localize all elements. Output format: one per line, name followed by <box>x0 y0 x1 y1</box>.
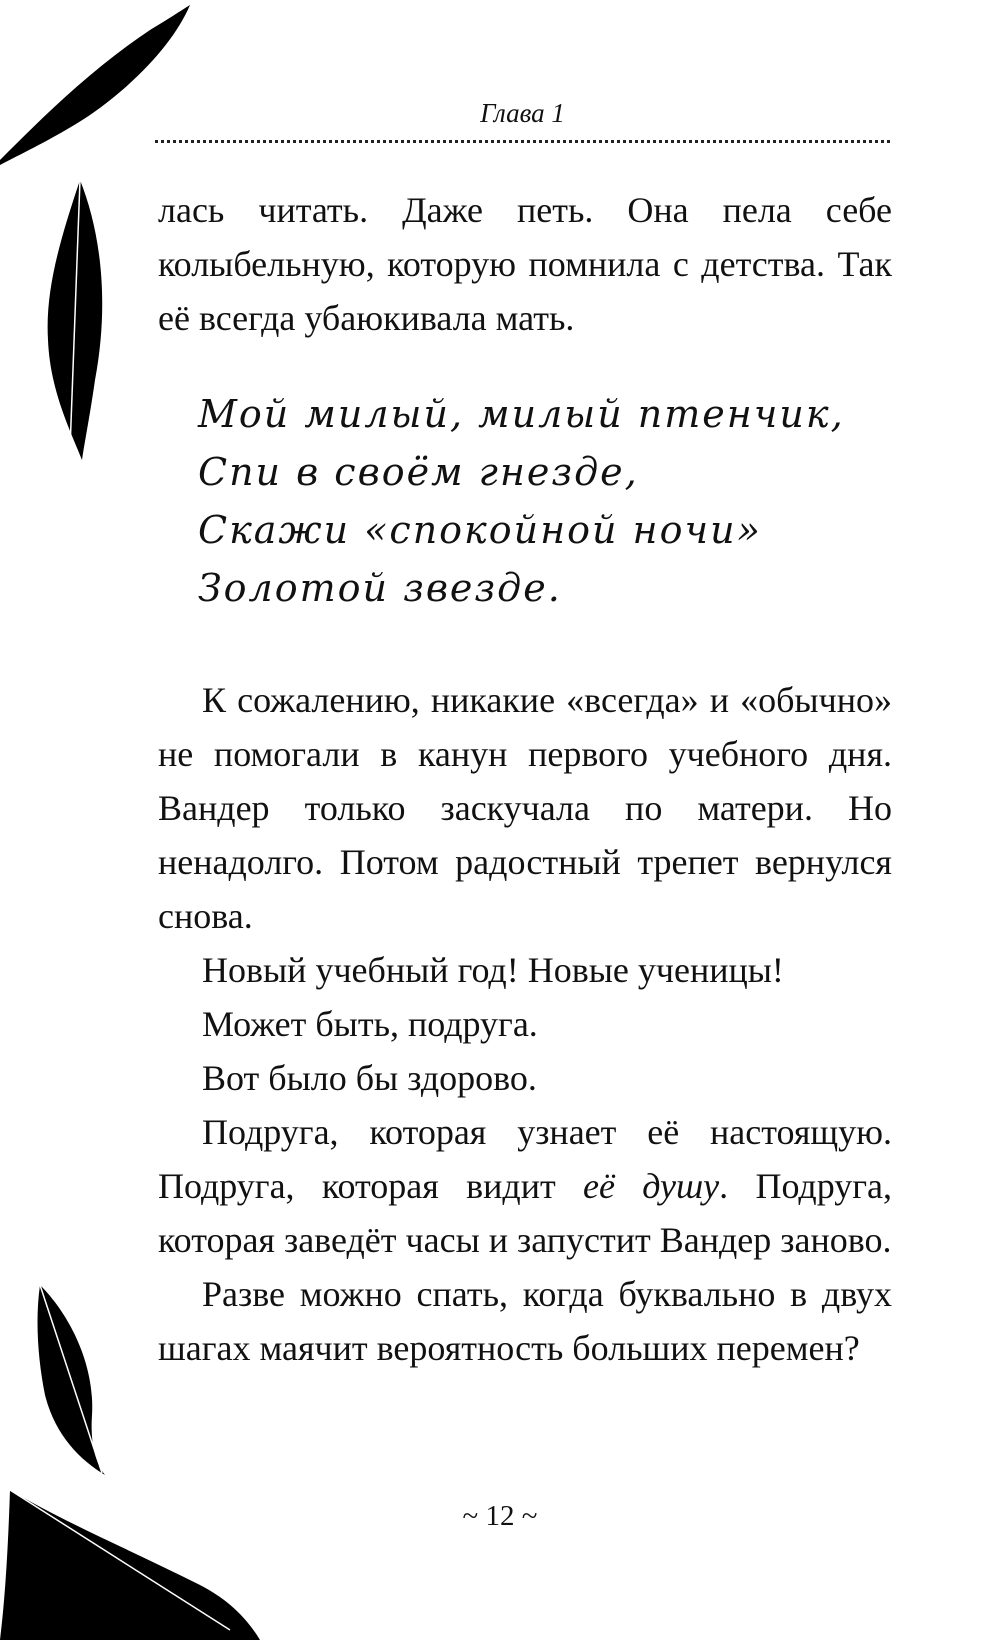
paragraph-text: . Подруга, которая заведёт часы и запустит Вандер заново. <box>158 1166 893 1260</box>
dotted-rule <box>155 140 890 143</box>
page-number: ~ 12 ~ <box>462 1500 538 1532</box>
running-head: Глава 1 <box>480 98 565 128</box>
feather-icon <box>30 1285 110 1475</box>
feather-icon <box>40 180 110 460</box>
feather-icon <box>0 0 190 170</box>
poem-line: Золотой звезде. <box>198 566 562 610</box>
paragraph: Разве можно спать, когда буквально в двух шагах маячит вероятность больших перемен? <box>158 1274 892 1368</box>
paragraph: Может быть, подруга. <box>202 1004 538 1044</box>
paragraph: Новый учебный год! Новые ученицы! <box>202 950 784 990</box>
paragraph: лась читать. Даже петь. Она пела себе колыбельную, которую помнила с детства. Так её всегда убаюкивала мать. <box>158 190 892 338</box>
paragraph: Вот было бы здорово. <box>202 1058 537 1098</box>
poem <box>198 385 892 617</box>
paragraph <box>158 1105 892 1267</box>
poem-line: Скажи «спокойной ночи» <box>198 508 762 552</box>
poem-line: Мой милый, милый птенчик, <box>198 392 845 436</box>
paragraph-text: Подруга, которая узнает её настоящую. Подруга, которая видит <box>158 1112 892 1206</box>
poem-line: Спи в своём гнезде, <box>198 450 639 494</box>
emphasis: её душу <box>583 1166 720 1206</box>
paragraph: К сожалению, никакие «всегда» и «обычно» не помогали в канун первого учебного дня. Вандер только заскучала по матери. Но ненадолго. Потом радостный трепет вернулся снова. <box>158 680 892 936</box>
body-text <box>158 183 892 1375</box>
